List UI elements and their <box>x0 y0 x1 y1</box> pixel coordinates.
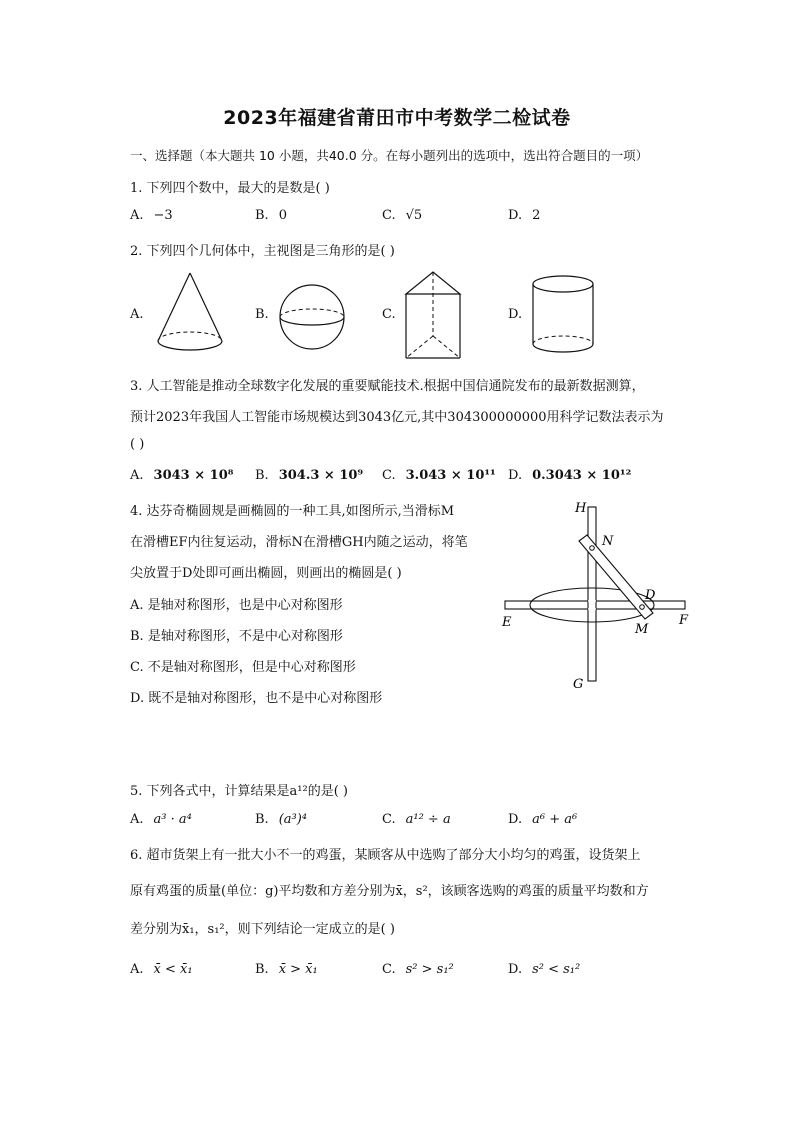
q4-option-d[interactable]: D. 既不是轴对称图形，也不是中心对称图形 <box>130 691 383 706</box>
ellipsograph-figure <box>495 495 705 695</box>
option-text: 304.3 × 10⁹ <box>278 468 364 483</box>
option-label: A. <box>130 208 144 223</box>
option-text: √5 <box>405 208 423 223</box>
question-3-line-3: ( ) <box>130 437 145 452</box>
option-text: −3 <box>153 208 173 223</box>
label-h: H <box>575 501 587 516</box>
option-text: 3043 × 10⁸ <box>153 468 234 483</box>
option-label: C. <box>382 962 396 977</box>
section-heading: 一、选择题（本大题共 10 小题，共40.0 分。在每小题列出的选项中，选出符合题目的一项） <box>130 148 649 163</box>
question-4-line-1: 4. 达芬奇椭圆规是画椭圆的一种工具,如图所示,当滑标M <box>130 504 455 519</box>
option-text: 2 <box>532 208 541 223</box>
prism-figure <box>400 266 466 362</box>
option-label: A. <box>130 812 144 827</box>
q6-option-c[interactable] <box>382 962 454 977</box>
cone-figure <box>150 268 230 358</box>
q1-option-d[interactable] <box>508 208 540 223</box>
q5-option-b[interactable] <box>255 812 307 827</box>
question-6-line-1: 6. 超市货架上有一批大小不一的鸡蛋，某顾客从中选购了部分大小均匀的鸡蛋，设货架上 <box>130 848 641 863</box>
question-4-line-3: 尖放置于D处即可画出椭圆，则画出的椭圆是( ) <box>130 566 402 581</box>
option-text: 0 <box>278 208 287 223</box>
label-n: N <box>602 534 614 549</box>
q2-label-d[interactable]: D. <box>508 307 523 322</box>
q3-option-c[interactable] <box>382 468 496 483</box>
option-label: D. <box>508 208 523 223</box>
q2-label-b[interactable]: B. <box>255 307 269 322</box>
option-label: D. <box>508 468 523 483</box>
option-label: D. <box>508 812 523 827</box>
option-label: A. <box>130 468 144 483</box>
q4-option-b[interactable]: B. 是轴对称图形，不是中心对称图形 <box>130 629 343 644</box>
question-3-line-1: 3. 人工智能是推动全球数字化发展的重要赋能技术.根据中国信通院发布的最新数据测算， <box>130 379 645 394</box>
question-4-line-2: 在滑槽EF内往复运动，滑标N在滑槽GH内随之运动，将笔 <box>130 535 468 550</box>
sphere-figure <box>275 280 349 354</box>
option-text: 0.3043 × 10¹² <box>532 468 632 483</box>
question-6-line-2: 原有鸡蛋的质量(单位：g)平均数和方差分别为x̄，s²，该顾客选购的鸡蛋的质量平均数和方 <box>130 884 649 899</box>
label-e: E <box>502 615 512 630</box>
question-6-line-3: 差分别为x̄₁，s₁²，则下列结论一定成立的是( ) <box>130 922 395 937</box>
q6-option-d[interactable] <box>508 962 580 977</box>
cylinder-figure <box>528 272 598 358</box>
q5-option-c[interactable] <box>382 812 451 827</box>
option-text: x̄ > x̄₁ <box>278 962 318 977</box>
q3-option-b[interactable] <box>255 468 363 483</box>
q1-option-b[interactable] <box>255 208 287 223</box>
option-label: B. <box>255 468 269 483</box>
option-label: C. <box>382 468 396 483</box>
page-title: 2023年福建省莆田市中考数学二检试卷 <box>223 107 571 129</box>
option-label: D. <box>508 962 523 977</box>
option-label: C. <box>382 208 396 223</box>
option-text: (a³)⁴ <box>278 812 308 827</box>
label-m: M <box>635 622 649 637</box>
label-f: F <box>679 613 689 628</box>
label-g: G <box>573 677 584 692</box>
q3-option-d[interactable] <box>508 468 631 483</box>
q2-label-c[interactable]: C. <box>382 307 396 322</box>
option-label: B. <box>255 962 269 977</box>
option-label: B. <box>255 208 269 223</box>
q6-option-b[interactable] <box>255 962 318 977</box>
q6-option-a[interactable] <box>130 962 193 977</box>
q1-option-a[interactable] <box>130 208 173 223</box>
question-2-stem: 2. 下列四个几何体中，主视图是三角形的是( ) <box>130 244 395 259</box>
question-5-stem: 5. 下列各式中，计算结果是a¹²的是( ) <box>130 784 348 799</box>
label-d: D <box>645 588 656 603</box>
question-3-line-2: 预计2023年我国人工智能市场规模达到3043亿元,其中304300000000用科学记数法表示为 <box>130 410 664 425</box>
option-label: C. <box>382 812 396 827</box>
q4-option-a[interactable]: A. 是轴对称图形，也是中心对称图形 <box>130 598 343 613</box>
q4-option-c[interactable]: C. 不是轴对称图形，但是中心对称图形 <box>130 660 356 675</box>
q5-option-a[interactable] <box>130 812 192 827</box>
option-text: a³ · a⁴ <box>153 812 192 827</box>
question-1-stem: 1. 下列四个数中，最大的是数是( ) <box>130 181 330 196</box>
q1-option-c[interactable] <box>382 208 422 223</box>
option-label: B. <box>255 812 269 827</box>
option-text: a⁶ + a⁶ <box>532 812 578 827</box>
option-text: s² > s₁² <box>405 962 454 977</box>
q3-option-a[interactable] <box>130 468 233 483</box>
option-text: a¹² ÷ a <box>405 812 451 827</box>
option-text: 3.043 × 10¹¹ <box>405 468 496 483</box>
option-text: x̄ < x̄₁ <box>153 962 193 977</box>
option-label: A. <box>130 962 144 977</box>
option-text: s² < s₁² <box>532 962 581 977</box>
q5-option-d[interactable] <box>508 812 577 827</box>
q2-label-a[interactable]: A. <box>130 307 144 322</box>
